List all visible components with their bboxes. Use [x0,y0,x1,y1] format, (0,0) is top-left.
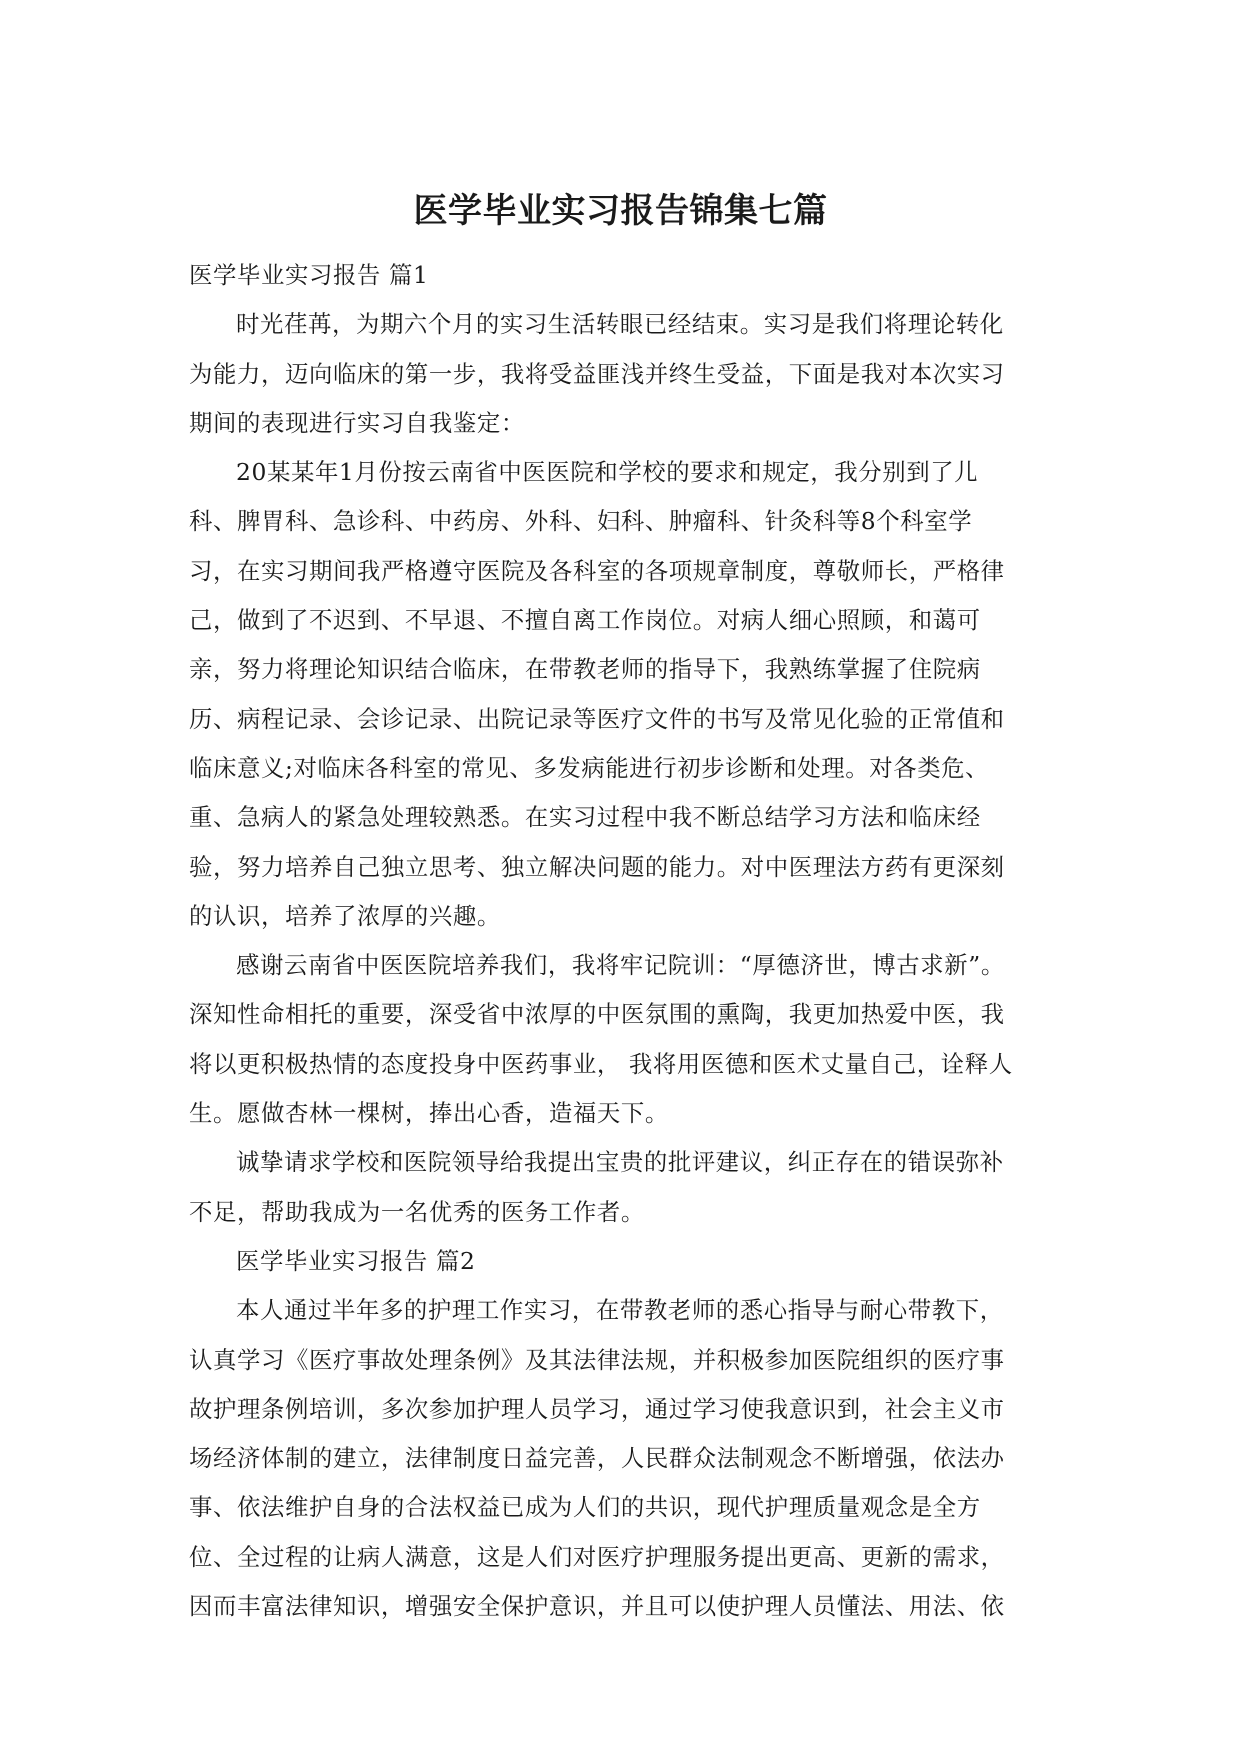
text-line: 习，在实习期间我严格遵守医院及各科室的各项规章制度，尊敬师长，严格律 [189,556,1005,585]
text-line: 场经济体制的建立，法律制度日益完善，人民群众法制观念不断增强，依法办 [189,1444,1005,1473]
text-line: 将以更积极热情的态度投身中医药事业， 我将用医德和医术丈量自己，诠释人 [189,1049,1013,1078]
text-line: 事、依法维护自身的合法权益已成为人们的共识，现代护理质量观念是全方 [189,1493,981,1522]
text-line: 因而丰富法律知识，增强安全保护意识，并且可以使护理人员懂法、用法、依 [189,1592,1005,1621]
text-line: 深知性命相托的重要，深受省中浓厚的中医氛围的熏陶，我更加热爱中医，我 [189,1000,1005,1029]
text-line: 验，努力培养自己独立思考、独立解决问题的能力。对中医理法方药有更深刻 [189,852,1005,881]
text-line: 本人通过半年多的护理工作实习，在带教老师的悉心指导与耐心带教下， [236,1296,1004,1325]
text-line: 期间的表现进行实习自我鉴定： [189,408,525,437]
text-line: 生。愿做杏林一棵树，捧出心香，造福天下。 [189,1099,669,1128]
text-line: 故护理条例培训，多次参加护理人员学习，通过学习使我意识到，社会主义市 [189,1394,1005,1423]
document-body [189,251,1051,1631]
text-line: 科、脾胃科、急诊科、中药房、外科、妇科、肿瘤科、针灸科等8个科室学 [189,507,973,536]
text-line: 己，做到了不迟到、不早退、不擅自离工作岗位。对病人细心照顾，和蔼可 [189,606,981,635]
text-line: 诚挚请求学校和医院领导给我提出宝贵的批评建议，纠正存在的错误弥补 [236,1148,1004,1177]
text-line: 医学毕业实习报告 篇1 [189,261,429,289]
text-line: 不足，帮助我成为一名优秀的医务工作者。 [189,1197,645,1226]
text-line: 感谢云南省中医医院培养我们，我将牢记院训：“厚德济世，博古求新”。 [236,951,1005,980]
text-line: 重、急病人的紧急处理较熟悉。在实习过程中我不断总结学习方法和临床经 [189,803,981,832]
text-line: 临床意义;对临床各科室的常见、多发病能进行初步诊断和处理。对各类危、 [189,753,990,782]
text-line: 位、全过程的让病人满意，这是人们对医疗护理服务提出更高、更新的需求， [189,1542,1005,1571]
text-line: 为能力，迈向临床的第一步，我将受益匪浅并终生受益，下面是我对本次实习 [189,359,1005,388]
text-line: 亲，努力将理论知识结合临床，在带教老师的指导下，我熟练掌握了住院病 [189,655,981,684]
text-line: 医学毕业实习报告 篇2 [236,1246,476,1275]
document-title: 医学毕业实习报告锦集七篇 [413,191,828,231]
text-line: 时光荏苒，为期六个月的实习生活转眼已经结束。实习是我们将理论转化 [236,310,1004,339]
text-line: 的认识，培养了浓厚的兴趣。 [189,901,501,930]
text-line: 20某某年1月份按云南省中医医院和学校的要求和规定，我分别到了儿 [236,458,979,487]
text-line: 历、病程记录、会诊记录、出院记录等医疗文件的书写及常见化验的正常值和 [189,704,1005,733]
text-line: 认真学习《医疗事故处理条例》及其法律法规，并积极参加医院组织的医疗事 [189,1345,1005,1374]
